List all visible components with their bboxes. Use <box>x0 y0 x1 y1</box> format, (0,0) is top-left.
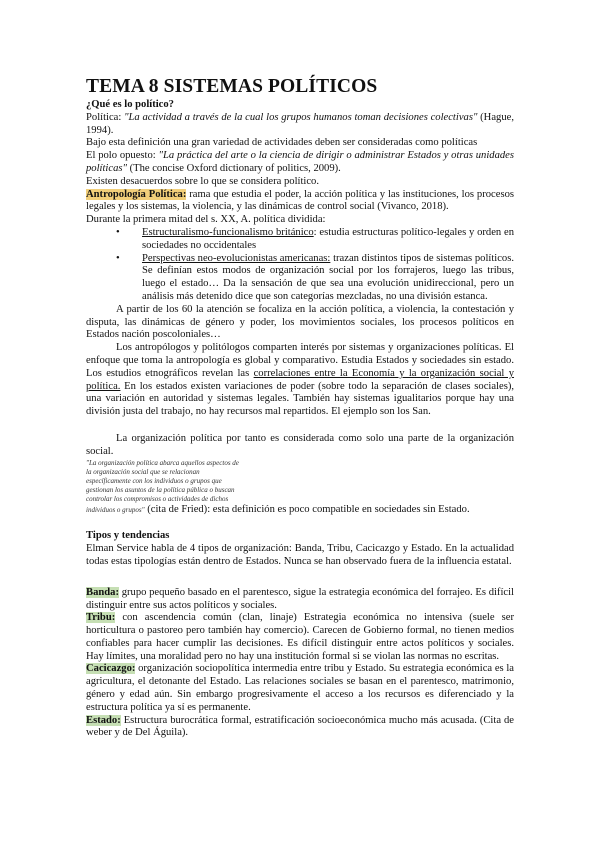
tipo-cacicazgo <box>86 663 514 714</box>
cacicazgo-text: organización sociopolítica intermedia entre tribu y Estado. Su estrategia económica es la agricultura, el detonante del Estado. Las relaciones sociales se basan en el parentesco, matrimonio, género y edad aún. Sin embargo progresivamente el acceso a los recursos es diferenciado y la estructura política ya sí es permanente. <box>86 663 514 713</box>
fried-tail: (cita de Fried): esta definición es poco compatible en sociedades sin Estado. <box>144 503 470 515</box>
bullet-text: trazan distintos tipos de sistemas políticos. Se definían estos modos de organización social por los forrajeros, luego las tribus, luego el estado… Da la sensación de que sea una evolución unidireccional, pero un análisis más detenido dice que son categorías mezcladas, no una división estanca. <box>142 252 514 302</box>
tipo-tribu <box>86 612 514 663</box>
estado-label: Estado: <box>86 714 121 726</box>
polo-quote: "La práctica del arte o la ciencia de dirigir o administrar Estados y otras unidades políticas" <box>86 150 515 174</box>
page-title: TEMA 8 SISTEMAS POLÍTICOS <box>86 76 378 97</box>
banda-label: Banda: <box>86 586 119 598</box>
banda-text: grupo pequeño basado en el parentesco, sigue la estrategia económica del forrajeo. Es difícil distinguir entre sus actos políticos y sociales. <box>86 586 514 611</box>
paragraph-variedad: Bajo esta definición una gran variedad de actividades deben ser consideradas como políticas <box>86 137 478 149</box>
fried-quote <box>86 459 514 504</box>
paragraph-polo-opuesto <box>86 150 514 176</box>
politica-quote: "La actividad a través de la cual los grupos humanos toman decisiones colectivas" <box>124 111 478 123</box>
fried-quote-line: gestionan los asuntos de la política pública o buscan <box>86 485 235 494</box>
politica-ref: (Hague, 1994). <box>86 111 514 136</box>
antropologos-underlined: correlaciones entre la Economía y la organización social y política. <box>86 367 515 392</box>
paragraph-antropologos <box>86 342 514 419</box>
antropologia-text: rama que estudia el poder, la acción política y las instituciones, los procesos legales y los sistemas, la violencia, y las dinámicas de control social (Vivanco, 2018). <box>86 188 514 213</box>
paragraph-antropologia-politica <box>86 189 514 215</box>
perspectives-list <box>86 227 514 304</box>
tipo-banda <box>86 587 514 613</box>
bullet-underlined: Estructuralismo-funcionalismo británico <box>142 226 314 238</box>
paragraph-service: Elman Service habla de 4 tipos de organización: Banda, Tribu, Cacicazgo y Estado. En la actualidad todas estas tipologías están dentro de Estados. Nunca se han observado fuera de la influencia estatal. <box>86 543 514 567</box>
politica-label: Política: <box>86 111 125 123</box>
tribu-text: con ascendencia común (clan, linaje) Estrategia económica no intensiva (suele ser horticultura o pastoreo pero también hay comercio). Carecen de Gobierno formal, no tienen medios confiables para hacer cumplir las decisiones. Es difícil distinguir entre actos políticos y sociales. Hay límites, una moralidad pero no hay una institución formal si se violan las normas no escritas. <box>86 612 514 662</box>
paragraph-politica <box>86 112 514 138</box>
fried-quote-line: específicamente con los individuos o grupos que <box>86 476 222 485</box>
paragraph-organizacion: La organización política por tanto es considerada como solo una parte de la organización social. <box>86 432 514 457</box>
paragraph-durante: Durante la primera mitad del s. XX, A. política dividida: <box>86 214 326 226</box>
cacicazgo-label: Cacicazgo: <box>86 663 136 675</box>
fried-quote-line: la organización social que se relacionan <box>86 467 200 476</box>
section-heading-tipos: Tipos y tendencias <box>86 530 170 542</box>
fried-quote-line: controlar los compromisos o actividades de dichos <box>86 494 229 503</box>
antropologos-text-b: En los estados existen variaciones de poder (sobre todo la separación de clases sociales), una variación en autoridad y sistemas legales. También hay sistemas igualitarios porque hay una división justa del trabajo, no hay recursos mal repartidos. El ejemplo son los San. <box>86 380 514 418</box>
list-item <box>86 253 514 304</box>
estado-text: Estructura burocrática formal, estratificación socioeconómica mucho más acusada. (Cita de weber y de Del Águila). <box>86 714 514 739</box>
list-item <box>86 227 514 253</box>
paragraph-desacuerdos: Existen desacuerdos sobre lo que se considera político. <box>86 175 319 187</box>
paragraph-anos-60: A partir de los 60 la atención se focaliza en la acción política, a violencia, la contestación y disputa, las dinámicas de género y poder, los movimientos sociales, los procesos políticos en Estados nación poscoloniales… <box>86 303 514 341</box>
tipo-estado <box>86 715 514 741</box>
paragraph-fried <box>86 504 514 517</box>
fried-quote-line: "La organización política abarca aquellos aspectos de <box>86 458 239 467</box>
bullet-underlined: Perspectivas neo-evolucionistas americanas: <box>142 252 331 264</box>
tribu-label: Tribu: <box>86 612 116 624</box>
polo-label: El polo opuesto: <box>86 150 159 162</box>
antropologia-label: Antropología Política: <box>86 188 187 200</box>
section-heading-que-es: ¿Qué es lo político? <box>86 99 174 110</box>
antropologos-text-a: Los antropólogos y politólogos comparten interés por sistemas y organizaciones políticas. El enfoque que toma la antropología es global y comparativo. Estudia Estados y sociedades sin estado. Los estudios etnográficos revelan las <box>86 342 514 379</box>
polo-ref: (The concise Oxford dictionary of politics, 2009). <box>126 162 341 174</box>
fried-quote-last-line: individuos o grupos" <box>86 505 145 514</box>
bullet-text: : estudia estructuras político-legales y orden en sociedades no occidentales <box>142 226 514 251</box>
document-body <box>86 76 514 740</box>
